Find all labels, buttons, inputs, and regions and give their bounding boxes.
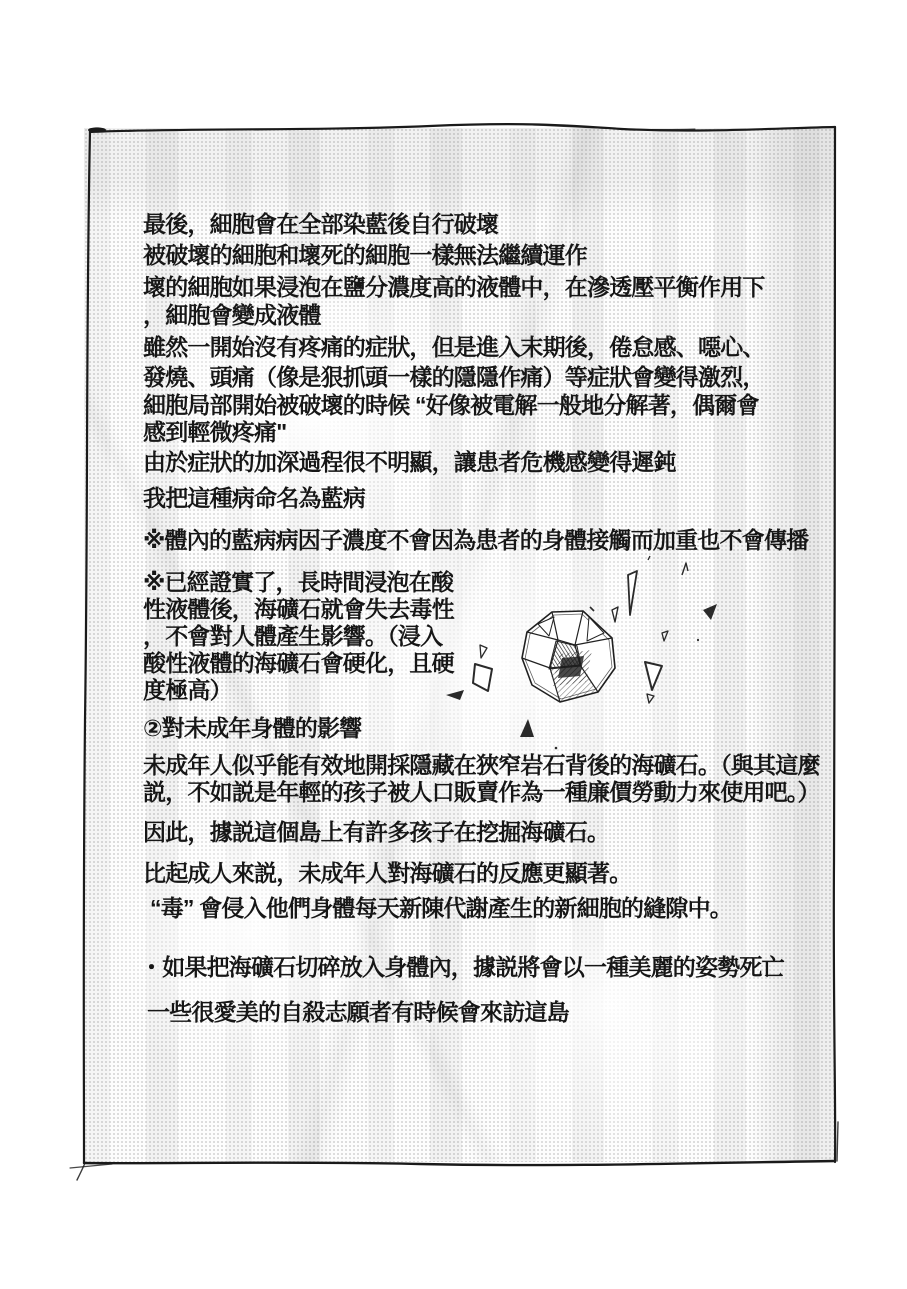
text-line: 未成年人似乎能有效地開採隱藏在狹窄岩石背後的海礦石。（與其這麼 xyxy=(143,752,820,778)
text-line: 壞的細胞如果浸泡在鹽分濃度高的液體中，在滲透壓平衡作用下 xyxy=(143,274,765,300)
text-line: 説，不如説是年輕的孩子被人口販賣作為一種廉價勞動力來使用吧。） xyxy=(143,779,820,805)
text-line: 雖然一開始沒有疼痛的症狀，但是進入末期後，倦怠感、噁心、 xyxy=(143,334,765,360)
text-line: ※已經證實了，長時間浸泡在酸 xyxy=(143,569,454,595)
text-line: 發燒、頭痛（像是狠抓頭一樣的隱隱作痛）等症狀會變得激烈， xyxy=(143,364,765,390)
text-line: 一些很愛美的自殺志願者有時候會來訪這島 xyxy=(147,999,569,1025)
text-line: 細胞局部開始被破壞的時候 “好像被電解一般地分解著，偶爾會 xyxy=(143,392,759,418)
text-line: 感到輕微疼痛" xyxy=(143,419,287,445)
text-line: 度極高） xyxy=(143,677,232,703)
section-heading: ②對未成年身體的影響 xyxy=(143,715,362,741)
text-line: 被破壞的細胞和壞死的細胞一樣無法繼續運作 xyxy=(143,242,588,268)
text-line: ，不會對人體產生影響。（浸入 xyxy=(143,623,443,649)
text-line: ※體內的藍病病因子濃度不會因為患者的身體接觸而加重也不會傳播 xyxy=(143,527,809,553)
text-line: “毒” 會侵入他們身體每天新陳代謝產生的新細胞的縫隙中。 xyxy=(150,895,732,921)
text-line: 我把這種病命名為藍病 xyxy=(143,485,366,511)
text-line: 因此，據説這個島上有許多孩子在挖掘海礦石。 xyxy=(143,819,610,845)
text-line: 由於症狀的加深過程很不明顯，讓患者危機感變得遲鈍 xyxy=(143,449,676,475)
text-line: ，細胞會變成液體 xyxy=(143,302,321,328)
text-line: ・如果把海礦石切碎放入身體內，據説將會以一種美麗的姿勢死亡 xyxy=(140,954,784,980)
text-line: 酸性液體的海礦石會硬化，且硬 xyxy=(143,650,454,676)
text-line: 最後，細胞會在全部染藍後自行破壞 xyxy=(143,211,499,237)
text-line: 性液體後，海礦石就會失去毒性 xyxy=(143,596,454,622)
text-line: 比起成人來説，未成年人對海礦石的反應更顯著。 xyxy=(143,860,632,886)
